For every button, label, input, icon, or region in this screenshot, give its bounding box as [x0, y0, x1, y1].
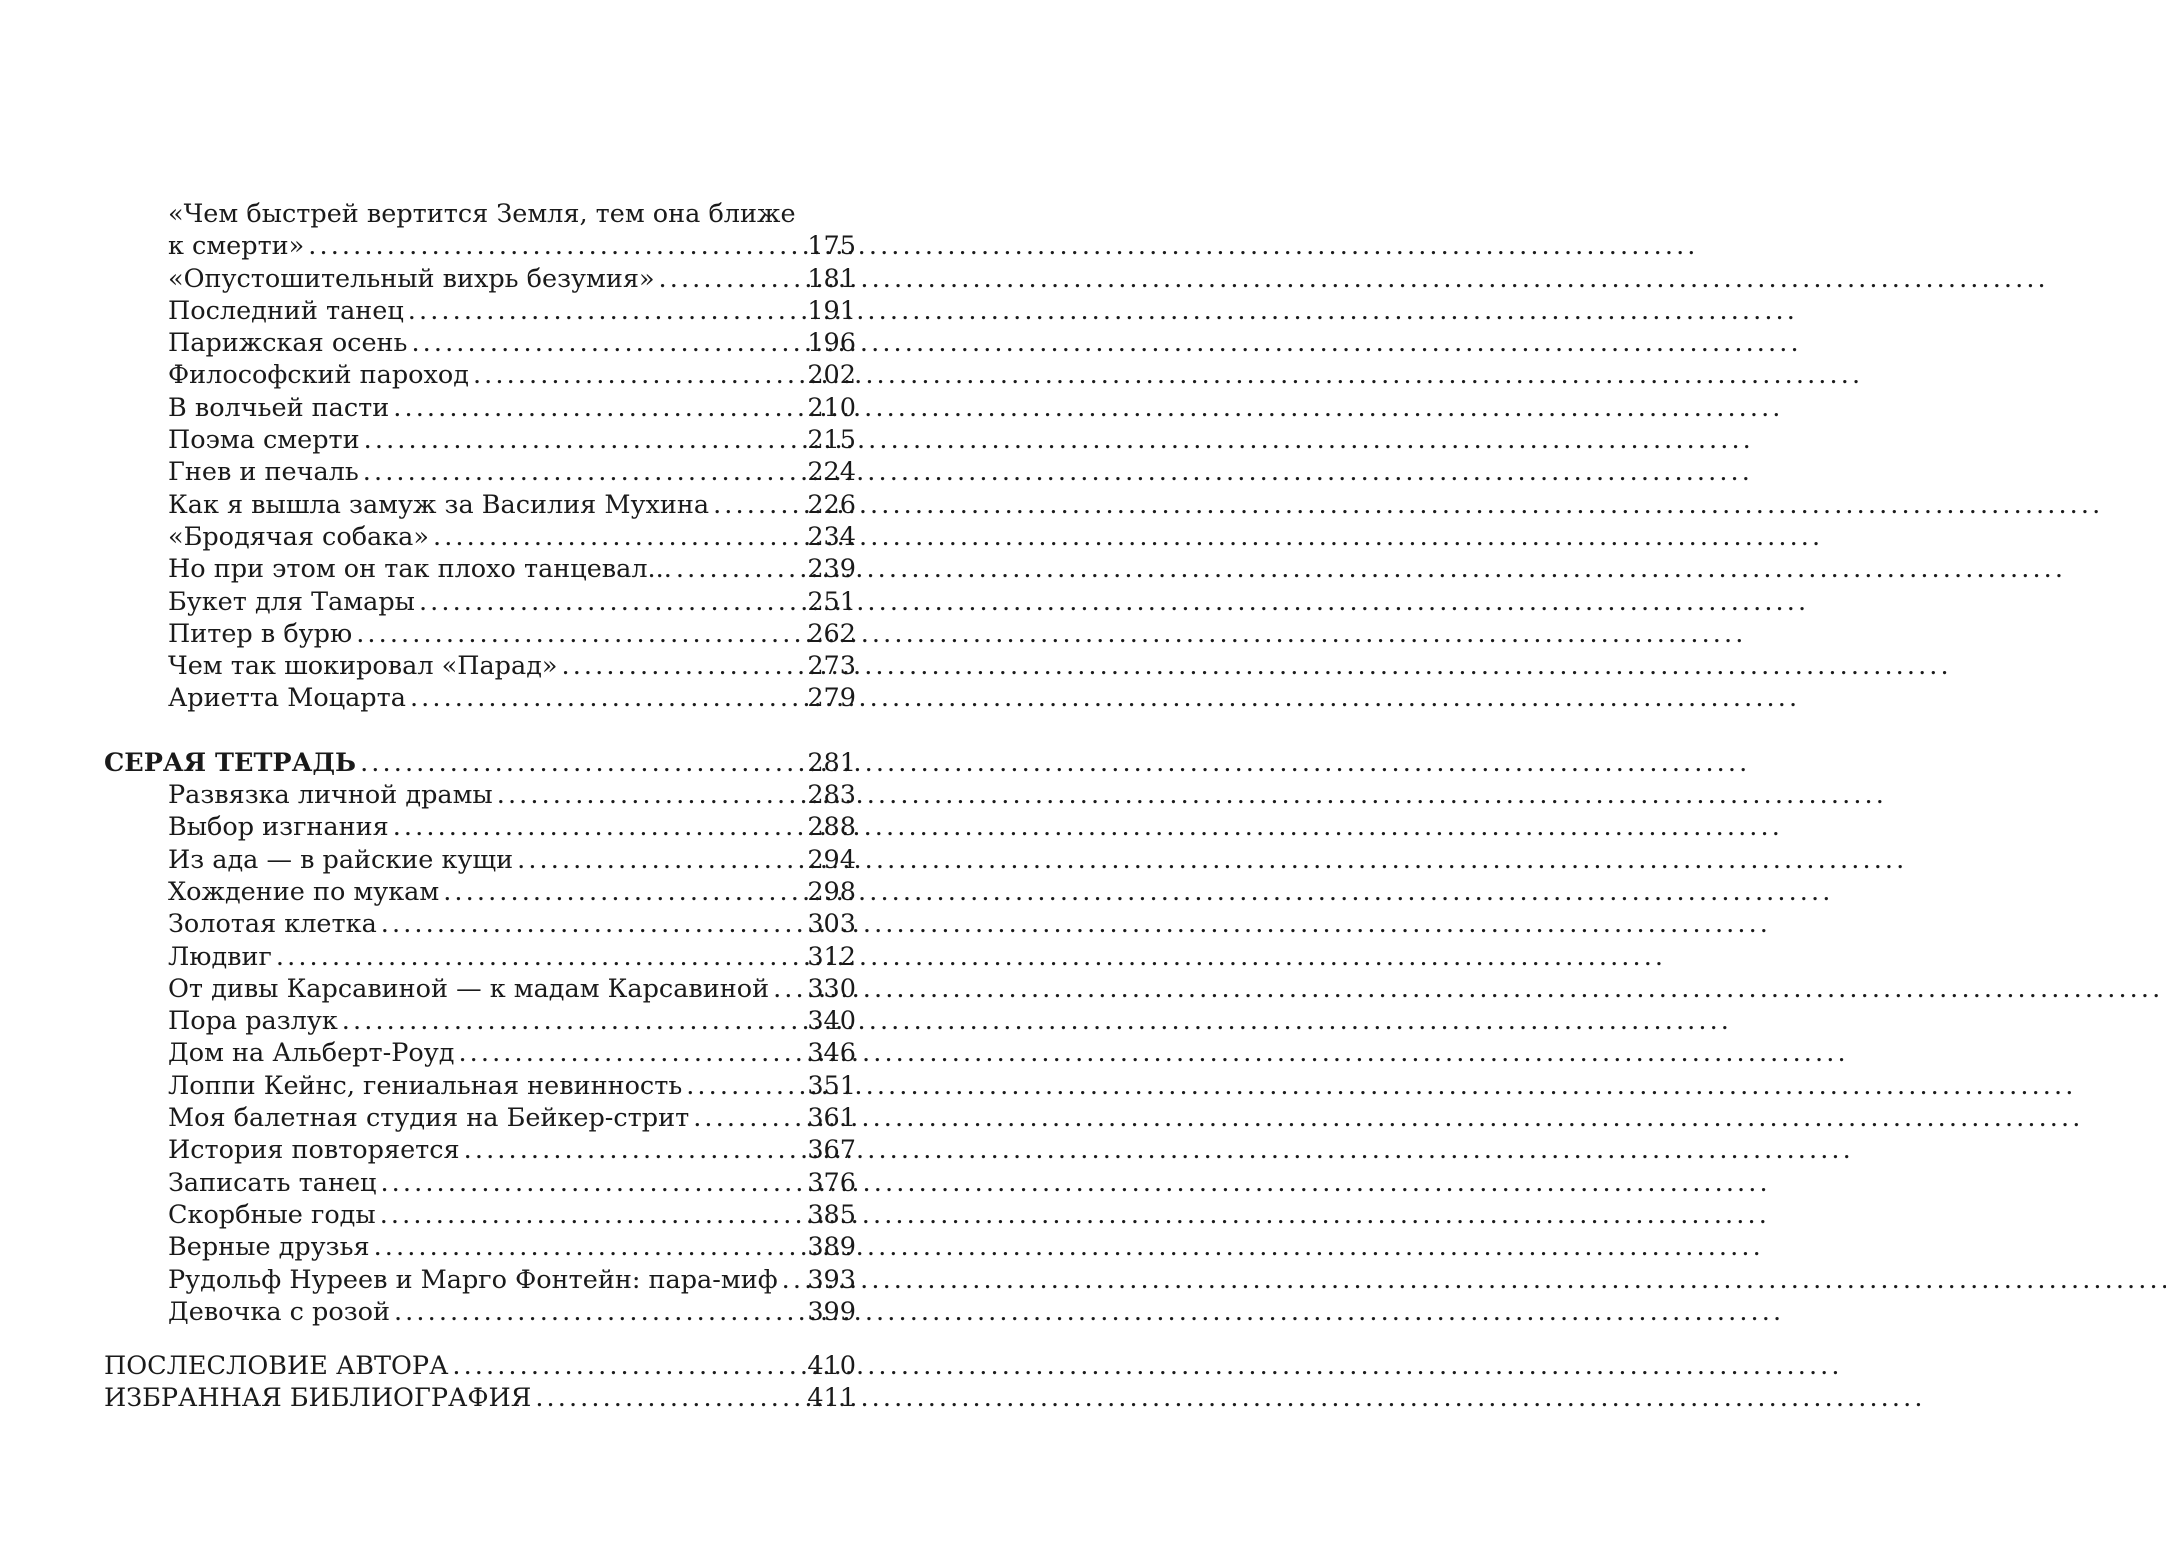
dot-leader [381, 908, 805, 940]
toc-entry-title: Моя балетная студия на Бейкер-стрит [168, 1103, 690, 1134]
toc-entry-title: Записать танец [168, 1167, 377, 1198]
toc-entry-title: ИЗБРАННАЯ БИБЛИОГРАФИЯ [104, 1383, 532, 1414]
toc-entry[interactable] [104, 489, 856, 521]
toc-entry-title: Чем так шокировал «Парад» [168, 651, 558, 682]
dot-leader [773, 973, 804, 1005]
toc-entry-page: 210 [807, 392, 856, 423]
dot-leader [394, 1296, 804, 1328]
toc-section-page: 281 [807, 747, 856, 778]
toc-appendix-entry[interactable] [104, 1382, 856, 1414]
toc-entry[interactable] [104, 1296, 856, 1328]
dot-leader [308, 230, 804, 262]
dot-leader [458, 1037, 804, 1069]
toc-entry-title: Верные друзья [168, 1232, 370, 1263]
toc-entry[interactable] [104, 1167, 856, 1199]
toc-entry-page: 224 [807, 457, 856, 488]
toc-entry[interactable] [104, 876, 856, 908]
toc-entry-title: к смерти» [168, 231, 305, 262]
dot-leader [782, 1264, 805, 1296]
toc-entry-title: Как я вышла замуж за Василия Мухина [168, 489, 710, 520]
dot-leader [693, 1102, 804, 1134]
toc-entry-page: 410 [807, 1351, 856, 1382]
toc-entry-page: 279 [807, 683, 856, 714]
table-of-contents [104, 198, 856, 1415]
dot-leader [356, 618, 804, 650]
toc-appendix-entry[interactable] [104, 1350, 856, 1382]
toc-entry-page: 234 [807, 521, 856, 552]
toc-entry-page: 298 [807, 876, 856, 907]
toc-entry[interactable] [104, 1005, 856, 1037]
dot-leader [676, 553, 804, 585]
spacer [104, 715, 856, 747]
dot-leader [380, 1199, 805, 1231]
toc-entry-page: 367 [807, 1135, 856, 1166]
dot-leader [276, 941, 804, 973]
toc-section [104, 747, 856, 1328]
toc-entry-title: Скорбные годы [168, 1199, 376, 1230]
toc-entry[interactable] [104, 295, 856, 327]
dot-leader [443, 876, 804, 908]
toc-entry[interactable] [104, 682, 856, 714]
toc-entry[interactable] [104, 618, 856, 650]
toc-entry-page: 294 [807, 844, 856, 875]
toc-entry[interactable] [104, 973, 856, 1005]
toc-entry-title: Из ада — в райские кущи [168, 844, 514, 875]
toc-entry-title: Парижская осень [168, 328, 408, 359]
toc-section-title: СЕРАЯ ТЕТРАДЬ [104, 747, 357, 778]
toc-entry[interactable] [104, 1231, 856, 1263]
toc-appendix [104, 1350, 856, 1415]
dot-leader [433, 521, 804, 553]
toc-entry-title: Гнев и печаль [168, 457, 359, 488]
toc-entry-title: Букет для Тамары [168, 586, 415, 617]
dot-leader [342, 1005, 805, 1037]
dot-leader [380, 1167, 804, 1199]
toc-entry-title: Развязка личной драмы [168, 780, 493, 811]
dot-leader [408, 295, 805, 327]
dot-leader [562, 650, 805, 682]
toc-entry[interactable] [104, 586, 856, 618]
toc-entry-title: От дивы Карсавиной — к мадам Карсавиной [168, 973, 770, 1004]
toc-entry-title: ПОСЛЕСЛОВИЕ АВТОРА [104, 1351, 449, 1382]
toc-entry-title: История повторяется [168, 1135, 460, 1166]
toc-entry-page: 226 [807, 489, 856, 520]
dot-leader [497, 779, 805, 811]
toc-entry-page: 273 [807, 651, 856, 682]
toc-entry-title: Философский пароход [168, 360, 469, 391]
toc-group-1 [104, 198, 856, 715]
dot-leader [364, 424, 805, 456]
toc-entry-page: 361 [807, 1103, 856, 1134]
dot-leader [452, 1350, 804, 1382]
toc-entry-title: «Опустошительный вихрь безумия» [168, 263, 655, 294]
toc-entry-title: Рудольф Нуреев и Марго Фонтейн: пара-миф [168, 1264, 778, 1295]
toc-entry[interactable] [104, 1264, 856, 1296]
toc-entry[interactable] [104, 359, 856, 391]
toc-entry[interactable] [104, 456, 856, 488]
toc-entry-page: 393 [807, 1264, 856, 1295]
toc-entry[interactable] [104, 650, 856, 682]
toc-entry[interactable] [104, 521, 856, 553]
dot-leader [517, 844, 804, 876]
toc-entry[interactable] [104, 1199, 856, 1231]
dot-leader [713, 489, 804, 521]
toc-entry-title: Последний танец [168, 295, 404, 326]
toc-entry-title: Поэма смерти [168, 425, 360, 456]
toc-entry-page: 385 [807, 1199, 856, 1230]
spacer [104, 1328, 856, 1350]
toc-entry-page: 181 [807, 263, 856, 294]
toc-entry-title: Людвиг [168, 941, 272, 972]
toc-entry-page: 346 [807, 1038, 856, 1069]
toc-entry-page: 340 [807, 1006, 856, 1037]
dot-leader [374, 1231, 805, 1263]
toc-entry-title: «Бродячая собака» [168, 521, 429, 552]
toc-entry-page: 175 [807, 231, 856, 262]
dot-leader [535, 1382, 804, 1414]
toc-entry[interactable] [104, 424, 856, 456]
toc-entry-title: Хождение по мукам [168, 876, 440, 907]
toc-entry[interactable] [104, 844, 856, 876]
toc-entry-title: Золотая клетка [168, 909, 377, 940]
toc-entry-page: 251 [807, 586, 856, 617]
toc-entry[interactable] [104, 263, 856, 295]
dot-leader [363, 456, 805, 488]
dot-leader [659, 263, 805, 295]
toc-entry-page: 283 [807, 780, 856, 811]
toc-entry-title: Ариетта Моцарта [168, 683, 406, 714]
dot-leader [411, 327, 804, 359]
toc-entry-page: 288 [807, 812, 856, 843]
toc-entry-page: 351 [807, 1070, 856, 1101]
toc-entry-page: 411 [807, 1383, 856, 1414]
toc-entry[interactable] [104, 1070, 856, 1102]
toc-entry-page: 196 [807, 328, 856, 359]
toc-section-heading[interactable] [104, 747, 856, 779]
toc-entry-page: 399 [807, 1296, 856, 1327]
dot-leader [393, 811, 805, 843]
toc-entry-page: 389 [807, 1232, 856, 1263]
dot-leader [393, 392, 804, 424]
toc-entry-page: 376 [807, 1167, 856, 1198]
toc-entry-page: 312 [807, 941, 856, 972]
toc-entry[interactable] [104, 908, 856, 940]
toc-entry[interactable] [104, 1102, 856, 1134]
toc-entry[interactable] [104, 941, 856, 973]
toc-entry-title: Дом на Альберт-Роуд [168, 1038, 455, 1069]
toc-entry-page: 330 [807, 973, 856, 1004]
toc-entry[interactable] [104, 392, 856, 424]
toc-entry-title: Выбор изгнания [168, 812, 389, 843]
dot-leader [473, 359, 804, 391]
toc-entry-title: В волчьей пасти [168, 392, 390, 423]
toc-entry-page: 202 [807, 360, 856, 391]
dot-leader [360, 747, 804, 779]
toc-entry[interactable] [104, 1134, 856, 1166]
toc-entry[interactable] [104, 811, 856, 843]
toc-entry-page: 303 [807, 909, 856, 940]
toc-entry-title: Девочка с розой [168, 1296, 390, 1327]
dot-leader [419, 586, 804, 618]
toc-entry-title: Пора разлук [168, 1006, 338, 1037]
toc-entry[interactable] [104, 1037, 856, 1069]
toc-entry-page: 239 [807, 554, 856, 585]
dot-leader [686, 1070, 804, 1102]
toc-entry[interactable] [104, 327, 856, 359]
toc-entry-page: 191 [807, 295, 856, 326]
toc-entry-title: Питер в бурю [168, 618, 353, 649]
toc-entry[interactable] [104, 230, 856, 262]
toc-entry-title: Но при этом он так плохо танцевал... [168, 554, 672, 585]
toc-entry-title: Лоппи Кейнс, гениальная невинность [168, 1070, 683, 1101]
toc-entry-title-line: «Чем быстрей вертится Земля, тем она ближе [168, 199, 796, 229]
toc-entry-page: 262 [807, 618, 856, 649]
dot-leader [464, 1134, 805, 1166]
toc-entry[interactable] [104, 553, 856, 585]
toc-entry[interactable] [104, 779, 856, 811]
dot-leader [410, 682, 804, 714]
toc-entry-page: 215 [807, 425, 856, 456]
